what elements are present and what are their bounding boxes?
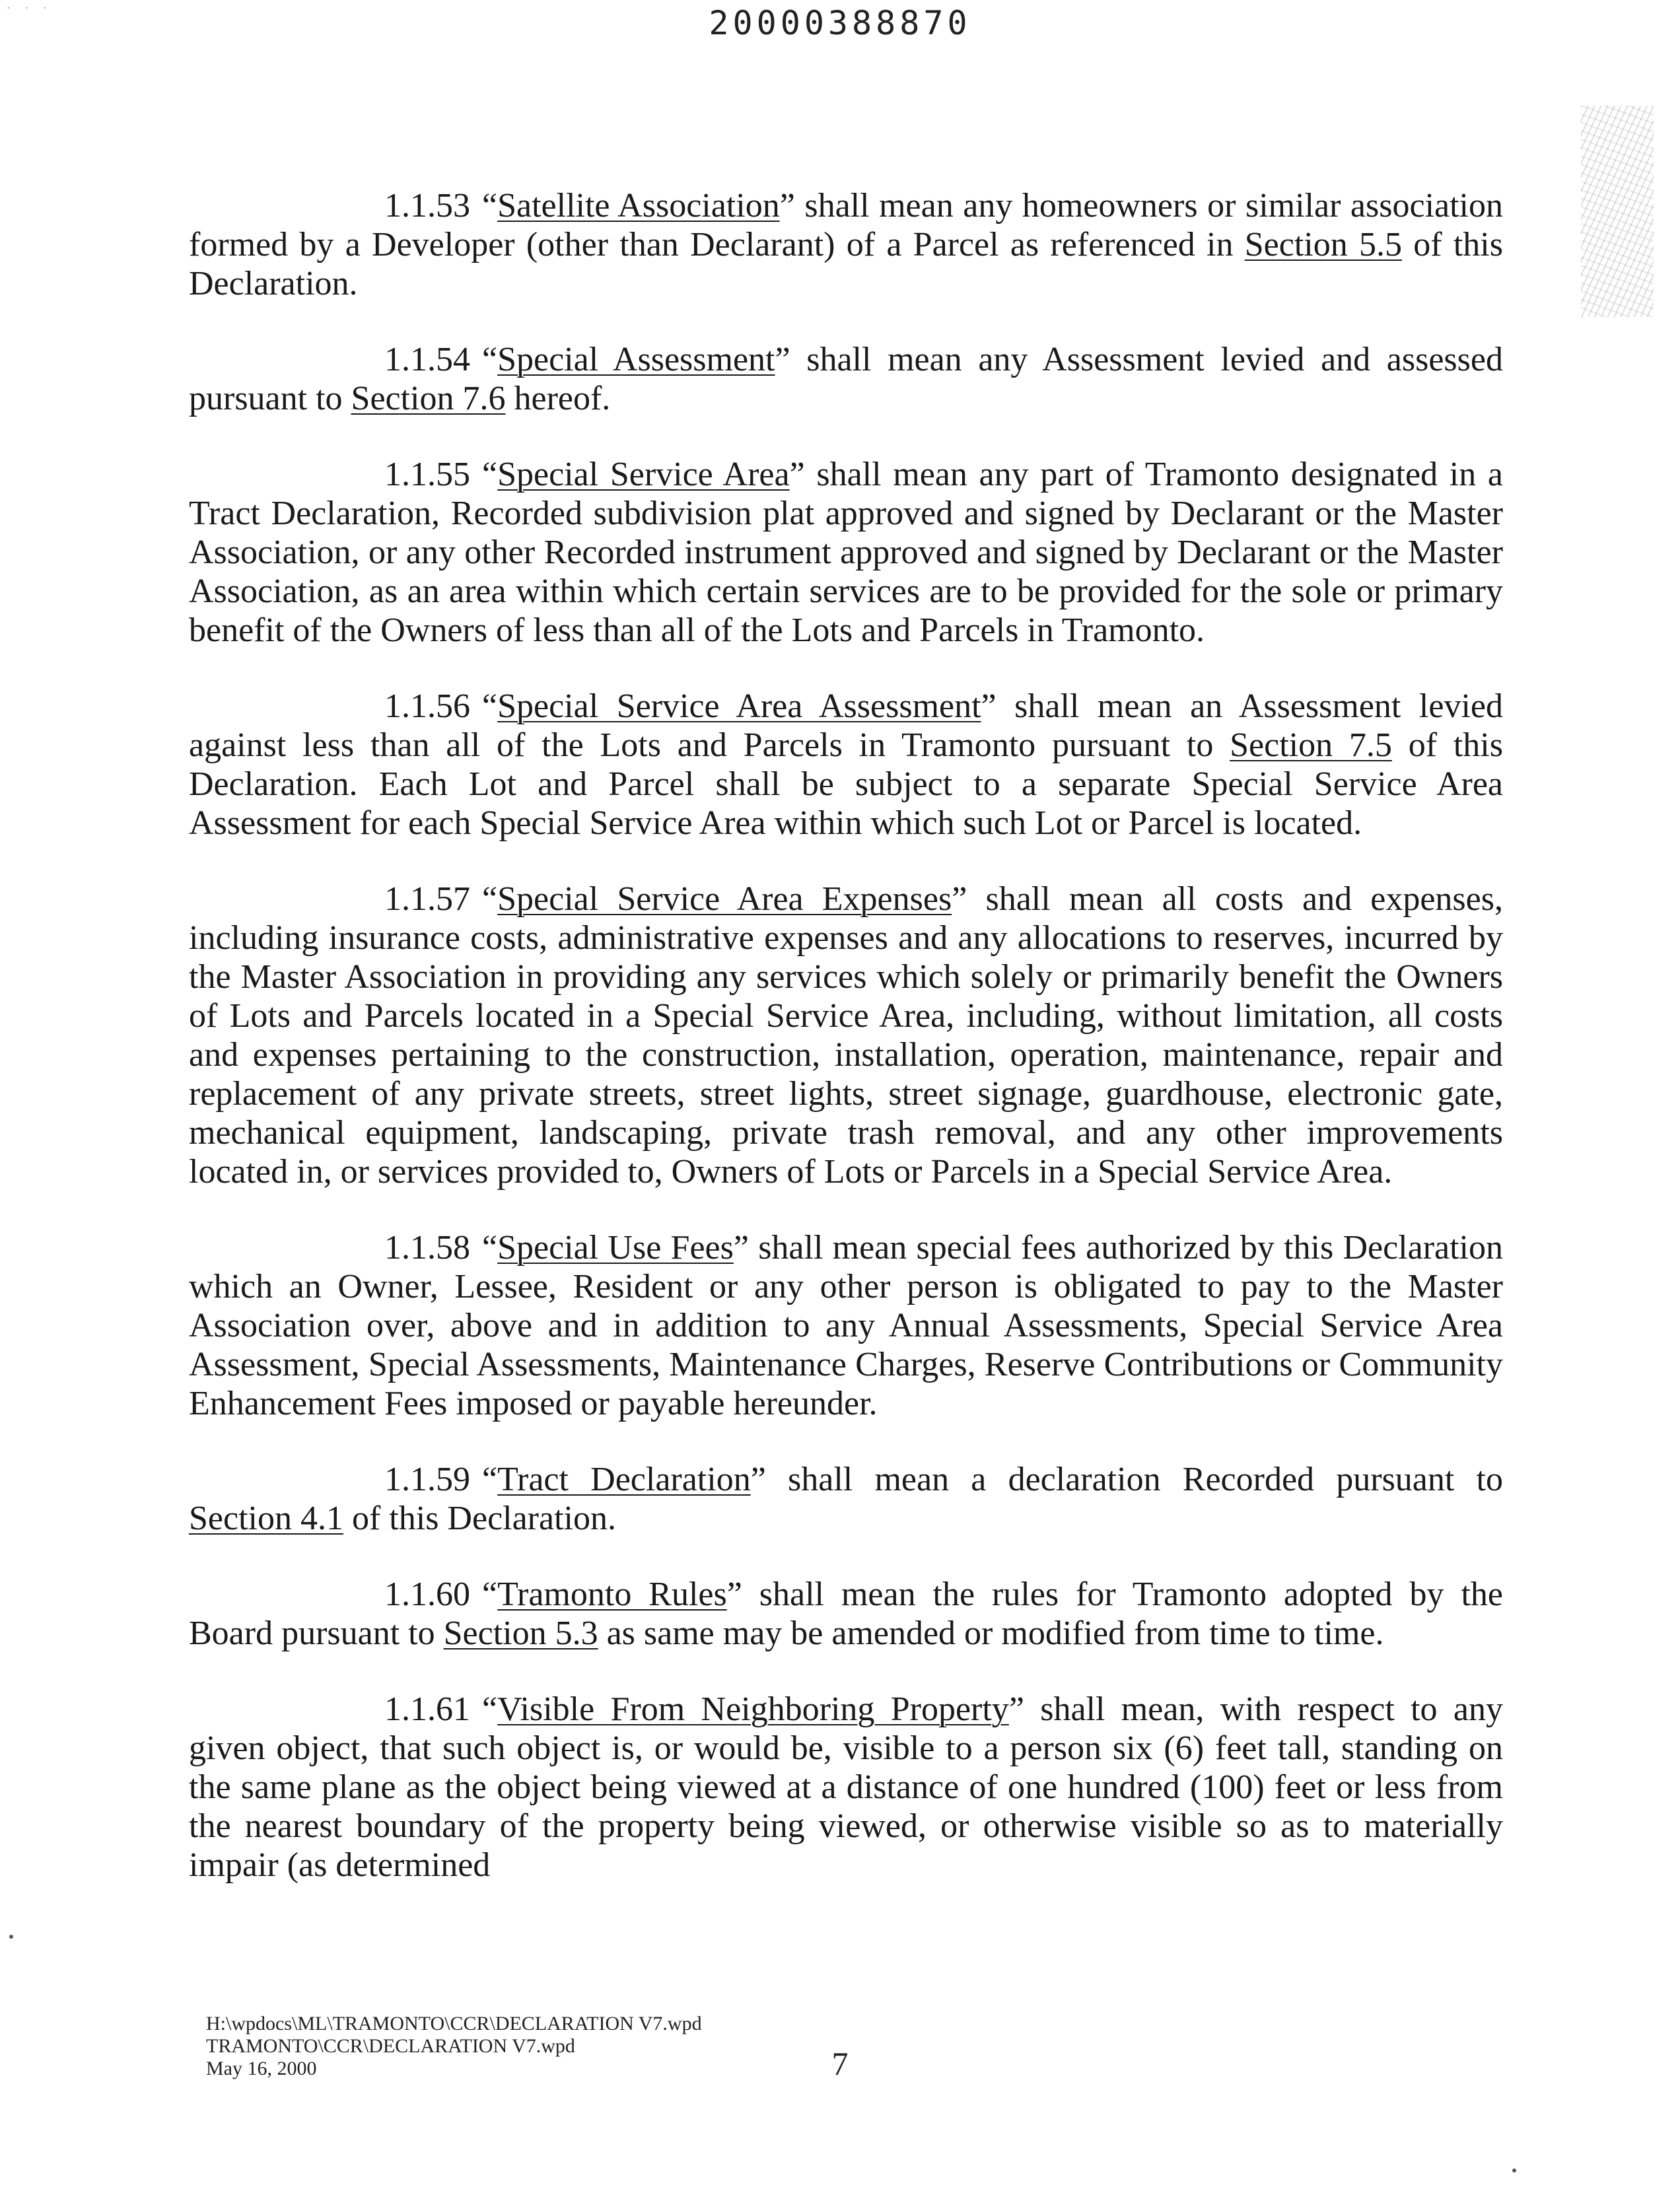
section-number: 1.1.56 — [384, 687, 470, 725]
definition-paragraph: 1.1.59 “Tract Declaration” shall mean a declaration Recorded pursuant to Section 4.1 of this Declaration. — [189, 1461, 1503, 1537]
section-number: 1.1.61 — [384, 1690, 470, 1728]
defined-term: Tract Declaration — [497, 1461, 751, 1498]
section-number: 1.1.57 — [384, 880, 470, 918]
footer-date: May 16, 2000 — [206, 2058, 317, 2079]
definition-paragraph: 1.1.53 “Satellite Association” shall mean any homeowners or similar association formed by a Developer (other than Declarant) of a Parcel as referenced in Section 5.5 of this Declaration. — [189, 187, 1503, 302]
footer-path-line: TRAMONTO\CCR\DECLARATION V7.wpd — [206, 2035, 575, 2057]
definition-text-end: hereof. — [505, 380, 611, 417]
section-number: 1.1.58 — [384, 1229, 470, 1267]
document-body — [189, 186, 1503, 1922]
defined-term: Special Use Fees — [497, 1229, 734, 1267]
defined-term: Special Assessment — [497, 341, 775, 378]
definition-text: shall mean any part of Tramonto designated in a Tract Declaration, Recorded subdivision plat approved and signed by Declarant or the Master Association, or any other Recorded instrument approved and signed by Declarant or the Master Association, as an area within which certain services are to be provided for the sole or primary benefit of the Owners of less than all of the Lots and Parcels in Tramonto. — [189, 456, 1504, 649]
definition-paragraph: 1.1.55 “Special Service Area” shall mean any part of Tramonto designated in a Tract Declaration, Recorded subdivision plat approved and signed by Declarant or the Master Association, or any other Recorded instrument approved and signed by Declarant or the Master Association, as an area within which certain services are to be provided for the sole or primary benefit of the Owners of less than all of the Lots and Parcels in Tramonto. — [189, 456, 1504, 649]
section-number: 1.1.53 — [384, 187, 470, 225]
defined-term: Special Service Area — [497, 456, 790, 493]
definition-text: shall mean special fees authorized by this Declaration which an Owner, Lessee, Resident or any other person is obligated to pay to the Master Association over, above and in addition to any Annual Assessments, Special Service Area Assessment, Special Assessments, Maintenance Charges, Reserve Contributions or Community Enhancement Fees imposed or payable hereunder. — [189, 1229, 1503, 1422]
definition-paragraph: 1.1.56 “Special Service Area Assessment” shall mean an Assessment levied against less than all of the Lots and Parcels in Tramonto pursuant to Section 7.5 of this Declaration. Each Lot and Parcel shall be subject to a separate Special Service Area Assessment for each Special Service Area within which such Lot or Parcel is located. — [189, 687, 1503, 842]
definition-paragraph: 1.1.58 “Special Use Fees” shall mean special fees authorized by this Declaration which an Owner, Lessee, Resident or any other person is obligated to pay to the Master Association over, above and in addition to any Annual Assessments, Special Service Area Assessment, Special Assessments, Maintenance Charges, Reserve Contributions or Community Enhancement Fees imposed or payable hereunder. — [189, 1229, 1503, 1422]
definition-text-end: of this Declaration. Each Lot and Parcel shall be subject to a separate Special Service Area Assessment for each Special Service Area within which such Lot or Parcel is located. — [189, 726, 1503, 842]
section-reference: Section 7.6 — [351, 380, 506, 417]
definition-text-end: of this Declaration. — [343, 1500, 616, 1537]
section-number: 1.1.55 — [384, 456, 470, 493]
definition-text-end: of this Declaration. — [189, 226, 1503, 302]
scan-corner-marks: · · · — [7, 1, 52, 15]
definition-text-end: as same may be amended or modified from time to time. — [598, 1614, 1384, 1652]
defined-term: Tramonto Rules — [497, 1576, 727, 1613]
section-number: 1.1.59 — [384, 1461, 470, 1498]
defined-term: Visible From Neighboring Property — [497, 1690, 1009, 1728]
definition-paragraph: 1.1.57 “Special Service Area Expenses” shall mean all costs and expenses, including insurance costs, administrative expenses and any allocations to reserves, incurred by the Master Association in providing any services which solely or primarily benefit the Owners of Lots and Parcels located in a Special Service Area, including, without limitation, all costs and expenses pertaining to the construction, installation, operation, maintenance, repair and replacement of any private streets, street lights, street signage, guardhouse, electronic gate, mechanical equipment, landscaping, private trash removal, and any other improvements located in, or services provided to, Owners of Lots or Parcels in a Special Service Area. — [189, 880, 1503, 1191]
defined-term: Special Service Area Assessment — [497, 687, 981, 725]
page-number: 7 — [831, 2045, 849, 2082]
definition-text: shall mean any Assessment levied and assessed pursuant to — [189, 341, 1503, 417]
definition-paragraph: 1.1.61 “Visible From Neighboring Property” shall mean, with respect to any given object, that such object is, or would be, visible to a person six (6) feet tall, standing on the same plane as the object being viewed at a distance of one hundred (100) feet or less from the nearest boundary of the property being viewed, or otherwise visible so as to materially impair (as determined — [189, 1690, 1503, 1884]
definition-text: shall mean the rules for Tramonto adopted by the Board pursuant to — [189, 1576, 1503, 1652]
footer-path-line: H:\wpdocs\ML\TRAMONTO\CCR\DECLARATION V7.wpd — [206, 2013, 702, 2034]
section-number: 1.1.60 — [384, 1576, 470, 1613]
definition-paragraph: 1.1.60 “Tramonto Rules” shall mean the rules for Tramonto adopted by the Board pursuant to Section 5.3 as same may be amended or modified from time to time. — [189, 1576, 1503, 1652]
section-reference: Section 4.1 — [189, 1500, 343, 1537]
scan-speck — [9, 1935, 13, 1939]
definition-text: shall mean a declaration Recorded pursuant to — [788, 1461, 1503, 1498]
definition-text: shall mean all costs and expenses, including insurance costs, administrative expenses and any allocations to reserves, incurred by the Master Association in providing any services which solely or primarily benefit the Owners of Lots and Parcels located in a Special Service Area, including, without limitation, all costs and expenses pertaining to the construction, installation, operation, maintenance, repair and replacement of any private streets, street lights, street signage, guardhouse, electronic gate, mechanical equipment, landscaping, private trash removal, and any other improvements located in, or services provided to, Owners of Lots or Parcels in a Special Service Area. — [189, 880, 1503, 1191]
defined-term: Satellite Association — [497, 187, 780, 225]
section-reference: Section 5.3 — [443, 1614, 598, 1652]
definition-text: shall mean an Assessment levied against less than all of the Lots and Parcels in Tramonto pursuant to — [189, 687, 1503, 764]
defined-term: Special Service Area Expenses — [497, 880, 952, 918]
document-number: 20000388870 — [709, 4, 971, 42]
section-reference: Section 5.5 — [1244, 226, 1403, 263]
section-number: 1.1.54 — [384, 341, 470, 378]
section-reference: Section 7.5 — [1230, 726, 1392, 764]
definition-paragraph: 1.1.54 “Special Assessment” shall mean any Assessment levied and assessed pursuant to Section 7.6 hereof. — [189, 341, 1503, 417]
definition-text: shall mean, with respect to any given object, that such object is, or would be, visible to a person six (6) feet tall, standing on the same plane as the object being viewed at a distance of one hundred (100) feet or less from the nearest boundary of the property being viewed, or otherwise visible so as to materially impair (as determined — [189, 1690, 1503, 1884]
scan-artifact-stamp — [1581, 106, 1654, 317]
definition-text: shall mean any homeowners or similar association formed by a Developer (other than Declarant) of a Parcel as referenced in — [189, 187, 1503, 263]
scan-speck — [1512, 2169, 1516, 2172]
